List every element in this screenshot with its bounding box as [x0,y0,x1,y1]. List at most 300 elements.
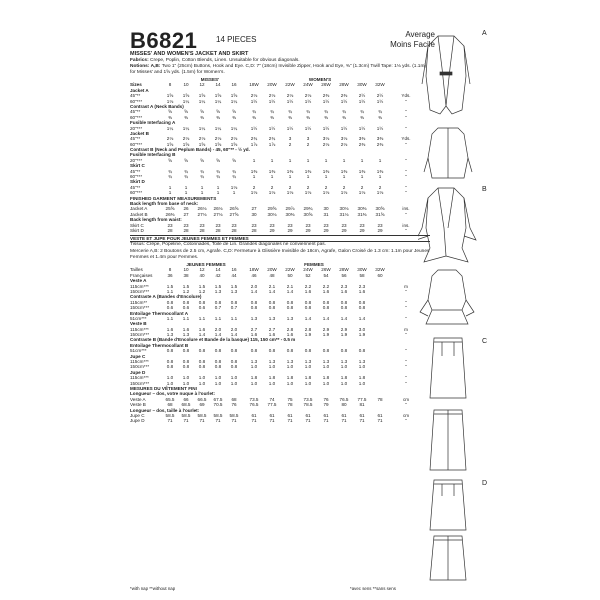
row-label: Françaises [130,272,153,278]
cell: 68.5 [181,402,191,408]
cell: 22W [285,267,295,273]
cell: 36 [167,272,173,278]
cell: 2⅛ [286,93,294,99]
cell: 3⅛ [340,136,348,142]
cell: 0.8 [358,348,366,354]
row-label: 60"*** [130,190,143,196]
cell: ⅝ [216,109,220,115]
cell: 0.7 [214,305,222,311]
cell: 1.1 [182,315,190,321]
cell: 28 [183,227,189,233]
cell: 1.3 [268,315,276,321]
cell: 29 [377,227,383,233]
cell: 2 [288,141,292,147]
jacket-a-illustration [422,36,470,114]
section-title-text: Jupe C [130,353,146,359]
cell: 1⅜ [340,168,348,174]
cell: 2½ [358,93,366,99]
cell: 25⅝ [165,206,175,212]
cell: 3 [288,136,292,142]
cell: 30 [323,206,329,212]
cell: 1½ [376,98,384,104]
cell: ¾ [324,109,328,115]
cell: 2⅜ [322,93,330,99]
cell: 2 [342,184,346,190]
cell: ¾ [288,109,292,115]
row-label: 115cm*** [130,283,149,289]
row-label: Tailles [130,267,143,273]
cell: ¾ [184,174,188,180]
cell: 1¼ [230,98,238,104]
cell: 71 [269,418,275,424]
cell: 27 [183,211,189,217]
cell: 44 [231,272,237,278]
cell: 77.5 [267,402,277,408]
cell: 28 [215,227,221,233]
cell: ⅜ [342,114,346,120]
cell: 1 [232,190,236,196]
cell: 2 [360,184,364,190]
cell: 10 [183,267,189,273]
row-label: 150cm*** [130,288,150,294]
cell: 58.5 [229,412,239,418]
row-label: 115cm*** [130,326,149,332]
cell: 0.8 [340,299,348,305]
group-misses: MISSES' [200,77,220,82]
cell: 71 [251,418,257,424]
cell: ¾ [200,174,204,180]
section-title-text: Contraste A (Bandes d'Encolure) [130,294,202,300]
cell: 54 [323,272,329,278]
unit-cell: " [405,332,407,338]
cell: 0.8 [268,348,276,354]
cell: ⅜ [216,114,220,120]
cell: 1.0 [166,380,174,386]
cell: 23 [231,222,237,228]
cell: 2½ [376,93,384,99]
cell: 78.5 [303,402,313,408]
cell: 1.2 [198,288,206,294]
cell: 0.8 [214,364,222,370]
cell: 1.5 [182,283,190,289]
cell: 76 [323,396,329,402]
cell: 1.0 [250,364,258,370]
cell: 0.8 [214,299,222,305]
difficulty-level: Average Moins Facile [390,30,435,49]
cell: 1.0 [250,380,258,386]
cell: 27⅛ [197,211,207,217]
cell: ¾ [232,174,236,180]
measure-row [130,228,430,233]
cell: 28 [199,227,205,233]
cell: 0.8 [304,348,312,354]
cell: ⅝ [216,157,220,163]
jacket-a-back-illustration [424,128,472,178]
cell: 76.5 [339,396,349,402]
cell: 29 [287,227,293,233]
cell: 1 [252,157,256,163]
cell: 1 [216,184,220,190]
cell: 1 [360,174,364,180]
cell: 2.8 [286,326,294,332]
cell: 1⅝ [214,93,222,99]
french-band: VESTE ET JUPE POUR JEUNES FEMMES ET FEMMES [130,235,430,242]
cell: 2.1 [268,283,276,289]
row-label: 115cm** [130,299,148,305]
cell: 1.8 [250,375,258,381]
cell: 2.7 [250,326,258,332]
cell: 0.8 [268,305,276,311]
cell: 0.8 [340,348,348,354]
cell: 0.8 [166,299,174,305]
cell: 23 [287,222,293,228]
cell: ¾ [306,109,310,115]
cell: 1⅛ [304,190,312,196]
cell: 1⅝ [166,93,174,99]
cell: 30W [357,267,367,273]
cell: 1.0 [340,380,348,386]
cell: 1¼ [166,125,174,131]
cell: 78 [287,402,293,408]
cell: 28 [251,227,257,233]
cell: 38 [183,272,189,278]
cell: 1.0 [214,380,222,386]
unit-cell: " [405,375,407,381]
cell: 75 [287,396,293,402]
cell: 30⅝ [303,211,313,217]
cell: 71 [287,418,293,424]
cell: 28 [167,227,173,233]
cell: 30W [357,82,367,88]
cell: 1⅛ [268,190,276,196]
cell: 0.8 [230,348,238,354]
section-title-text: Jacket A [130,87,149,93]
cell: 2⅛ [250,93,258,99]
cell: 66 [183,396,189,402]
cell: 2.9 [322,326,330,332]
row-label: 45"** [130,109,141,115]
cell: 1 [288,174,292,180]
cell: 1.3 [166,332,174,338]
unit-cell: " [405,227,407,233]
cell: 8 [168,267,172,273]
cell: 0.8 [166,359,174,365]
cell: 27 [251,206,257,212]
row-label: Skirt C [130,222,144,228]
cell: 0.8 [286,305,294,311]
cell: 0.8 [304,305,312,311]
cell: 1.1 [166,288,174,294]
cell: 23 [377,222,383,228]
cell: 23 [251,222,257,228]
cell: 1⅛ [166,98,174,104]
cell: 61 [269,412,275,418]
cell: ⅜ [360,114,364,120]
section-title-text: Jacket B [130,130,149,136]
cell: 20W [267,82,277,88]
unit-cell: " [405,315,407,321]
unit-cell: " [405,157,407,163]
cell: 71 [359,418,365,424]
cell: 0.8 [322,305,330,311]
cell: 67.5 [213,396,223,402]
section-title-text: Contraste B (Bande d'Encolure et Bande de la basque) 115, 150 cm** - 0.5 m [130,337,296,343]
cell: 1 [342,174,346,180]
cell: 71 [305,418,311,424]
section-title-text: FINISHED GARMENT MEASUREMENTS [130,195,217,201]
cell: 0.6 [198,305,206,311]
cell: 23 [183,222,189,228]
cell: 1½ [358,98,366,104]
cell: 0.8 [304,299,312,305]
cell: 58.5 [165,412,175,418]
figure-label-d: D [482,480,488,487]
cell: 80 [341,402,347,408]
cell: 0.8 [198,348,206,354]
cell: 1.8 [286,375,294,381]
english-yardage-table [130,77,430,233]
section-title-text: Fusible Interfacing B [130,152,176,158]
cell: 1¼ [198,98,206,104]
cell: 1.6 [286,332,294,338]
jacket-b-illustration [418,188,476,262]
section-title-text: Entoilage Thermocollant B [130,342,189,348]
cell: ¾ [200,168,204,174]
cell: 1.0 [230,375,238,381]
cell: 2⅛ [304,93,312,99]
cell: 1½ [286,98,294,104]
cell: 24W [303,267,313,273]
row-label: 150cm*** [130,305,150,311]
cell: 40 [199,272,205,278]
cell: 74 [269,396,275,402]
cell: 1¼ [230,125,238,131]
cell: 23 [305,222,311,228]
cell: 1⅜ [268,168,276,174]
cell: 1.6 [304,288,312,294]
section-title-text: Longueur – dos, taille à l'ourlet: [130,407,200,413]
cell: ⅝ [200,109,204,115]
cell: 1.0 [322,380,330,386]
cell: 1.0 [286,364,294,370]
cell: 78 [377,396,383,402]
unit-cell: " [405,299,407,305]
cell: ⅜ [232,114,236,120]
cell: 1.5 [230,283,238,289]
row-label: 150cm*** [130,380,150,386]
cell: ⅜ [270,114,274,120]
cell: 1 [324,174,328,180]
cell: 1.3 [322,359,330,365]
cell: 1.3 [286,315,294,321]
cell: 1⅝ [198,141,206,147]
cell: 2.7 [268,326,276,332]
cell: 23 [269,222,275,228]
pieces-count: 14 PIECES [216,35,257,44]
cell: 1.8 [322,375,330,381]
cell: 2.3 [340,283,348,289]
cell: 2.0 [214,326,222,332]
skirt-c-illustration [430,338,466,398]
cell: 2⅜ [376,141,384,147]
cell: 1⅛ [376,190,384,196]
cell: 29 [269,227,275,233]
cell: 0.8 [182,359,190,365]
cell: 2 [324,184,328,190]
cell: 0.8 [214,359,222,365]
row-label: 60"*** [130,98,143,104]
cell: 3⅜ [358,136,366,142]
skirt-d-illustration [430,480,466,530]
cell: 0.8 [230,359,238,365]
cell: 1.9 [304,332,312,338]
figure-label-a: A [482,30,487,37]
cell: ¾ [184,168,188,174]
cell: ⅝ [168,109,172,115]
row-label: Jacket A [130,206,148,212]
cell: 1½ [304,98,312,104]
cell: 1 [270,174,274,180]
cell: 1.4 [198,332,206,338]
cell: 0.8 [358,305,366,311]
cell: 0.8 [198,364,206,370]
unit-cell: ins. [402,222,410,228]
cell: 2⅛ [214,136,222,142]
mercerie-text: Mercerie A,B: 2 Boutons de 2.5 cm, Agrafe. C,D: Fermeture à Glissière Invisible de 18cm, Agrafe, Galon Croisé de 1.3 cm: 1.1m pour Jeunes Femmes et 1.4m pour Femmes. [130,248,430,260]
cell: ¾ [342,109,346,115]
cell: 1 [168,184,172,190]
cell: 31⅝ [375,211,385,217]
cell: 1.8 [268,375,276,381]
section-title-text: Skirt D [130,179,145,185]
cell: 28 [231,227,237,233]
cell: 1.4 [230,332,238,338]
cell: 1¼ [214,125,222,131]
cell: 2 [252,184,256,190]
cell: 1.0 [322,364,330,370]
cell: 1.3 [250,359,258,365]
cell: 1 [288,157,292,163]
unit-cell: cm [402,412,410,418]
cell: ¾ [168,168,172,174]
cell: 1.0 [286,380,294,386]
cell: 29¾ [303,206,313,212]
cell: 12 [199,267,205,273]
cell: 1.3 [304,359,312,365]
cell: 0.8 [182,299,190,305]
cell: 30⅝ [375,206,385,212]
cell: 0.8 [182,364,190,370]
cell: 1.0 [182,375,190,381]
cell: 1 [306,157,310,163]
cell: 1.9 [322,332,330,338]
cell: 1.2 [182,288,190,294]
cell: 1⅛ [340,190,348,196]
cell: 71 [231,418,237,424]
cell: 16 [231,267,237,273]
cell: ¾ [232,168,236,174]
cell: 61 [359,412,365,418]
cell: 1.1 [198,315,206,321]
section-title-text: Jupe D [130,369,146,375]
cell: 29 [323,227,329,233]
cell: 10 [183,82,189,88]
cell: 1.4 [268,288,276,294]
row-label: 60"*** [130,141,143,147]
cell: 1⅝ [166,141,174,147]
cell: 46 [251,272,257,278]
cell: 0.6 [166,305,174,311]
cell: 2.2 [304,283,312,289]
row-label: 51cm*** [130,348,147,354]
cell: ⅝ [232,157,236,163]
cell: 2⅛ [230,136,238,142]
row-label: 51cm*** [130,315,147,321]
cell: 1⅞ [250,141,258,147]
cell: 26⅛ [213,206,223,212]
cell: 28W [339,82,349,88]
cell: ⅜ [306,114,310,120]
cell: 58.5 [213,412,223,418]
cell: 0.8 [286,299,294,305]
cell: 30⅜ [285,211,295,217]
cell: 14 [215,82,221,88]
cell: 0.8 [230,299,238,305]
row-label: Veste A [130,396,146,402]
cell: 31 [323,211,329,217]
cell: 0.8 [166,348,174,354]
cell: 1.1 [214,315,222,321]
cell: 2.0 [230,326,238,332]
cell: 76.5 [249,402,259,408]
cell: 1½ [250,125,258,131]
tissus-text: Tissus: Crêpe, Popeline, Cotonnades, Toile de Lin. Grandes diagonales ne conviennent pas. [130,242,326,247]
cell: 61 [323,412,329,418]
figure-label-b: B [482,186,487,193]
cell: 1.0 [166,375,174,381]
cell: 23 [323,222,329,228]
cell: 1 [168,190,172,196]
cell: 32W [375,267,385,273]
cell: 8 [168,82,172,88]
cell: 1.0 [198,380,206,386]
row-label: Jacket B [130,211,148,217]
cell: ⅜ [168,114,172,120]
cell: 81 [359,402,365,408]
cell: 2⅛ [166,136,174,142]
cell: 1½ [286,125,294,131]
cell: ¾ [270,109,274,115]
cell: 58 [359,272,365,278]
cell: 20W [267,267,277,273]
cell: 1.6 [340,288,348,294]
unit-cell: " [405,380,407,386]
cell: 56 [341,272,347,278]
french-yardage-table [130,262,430,424]
group-womens: WOMEN'S [308,77,332,82]
cell: 30⅛ [267,211,277,217]
cell: 1.8 [358,375,366,381]
cell: 1.3 [230,288,238,294]
cell: 73.5 [303,396,313,402]
cell: 2⅛ [182,136,190,142]
cell: 66.5 [197,396,207,402]
cell: 23 [341,222,347,228]
cell: 26W [321,267,331,273]
cell: 1.4 [286,288,294,294]
cell: 1½ [340,125,348,131]
cell: 71 [183,418,189,424]
